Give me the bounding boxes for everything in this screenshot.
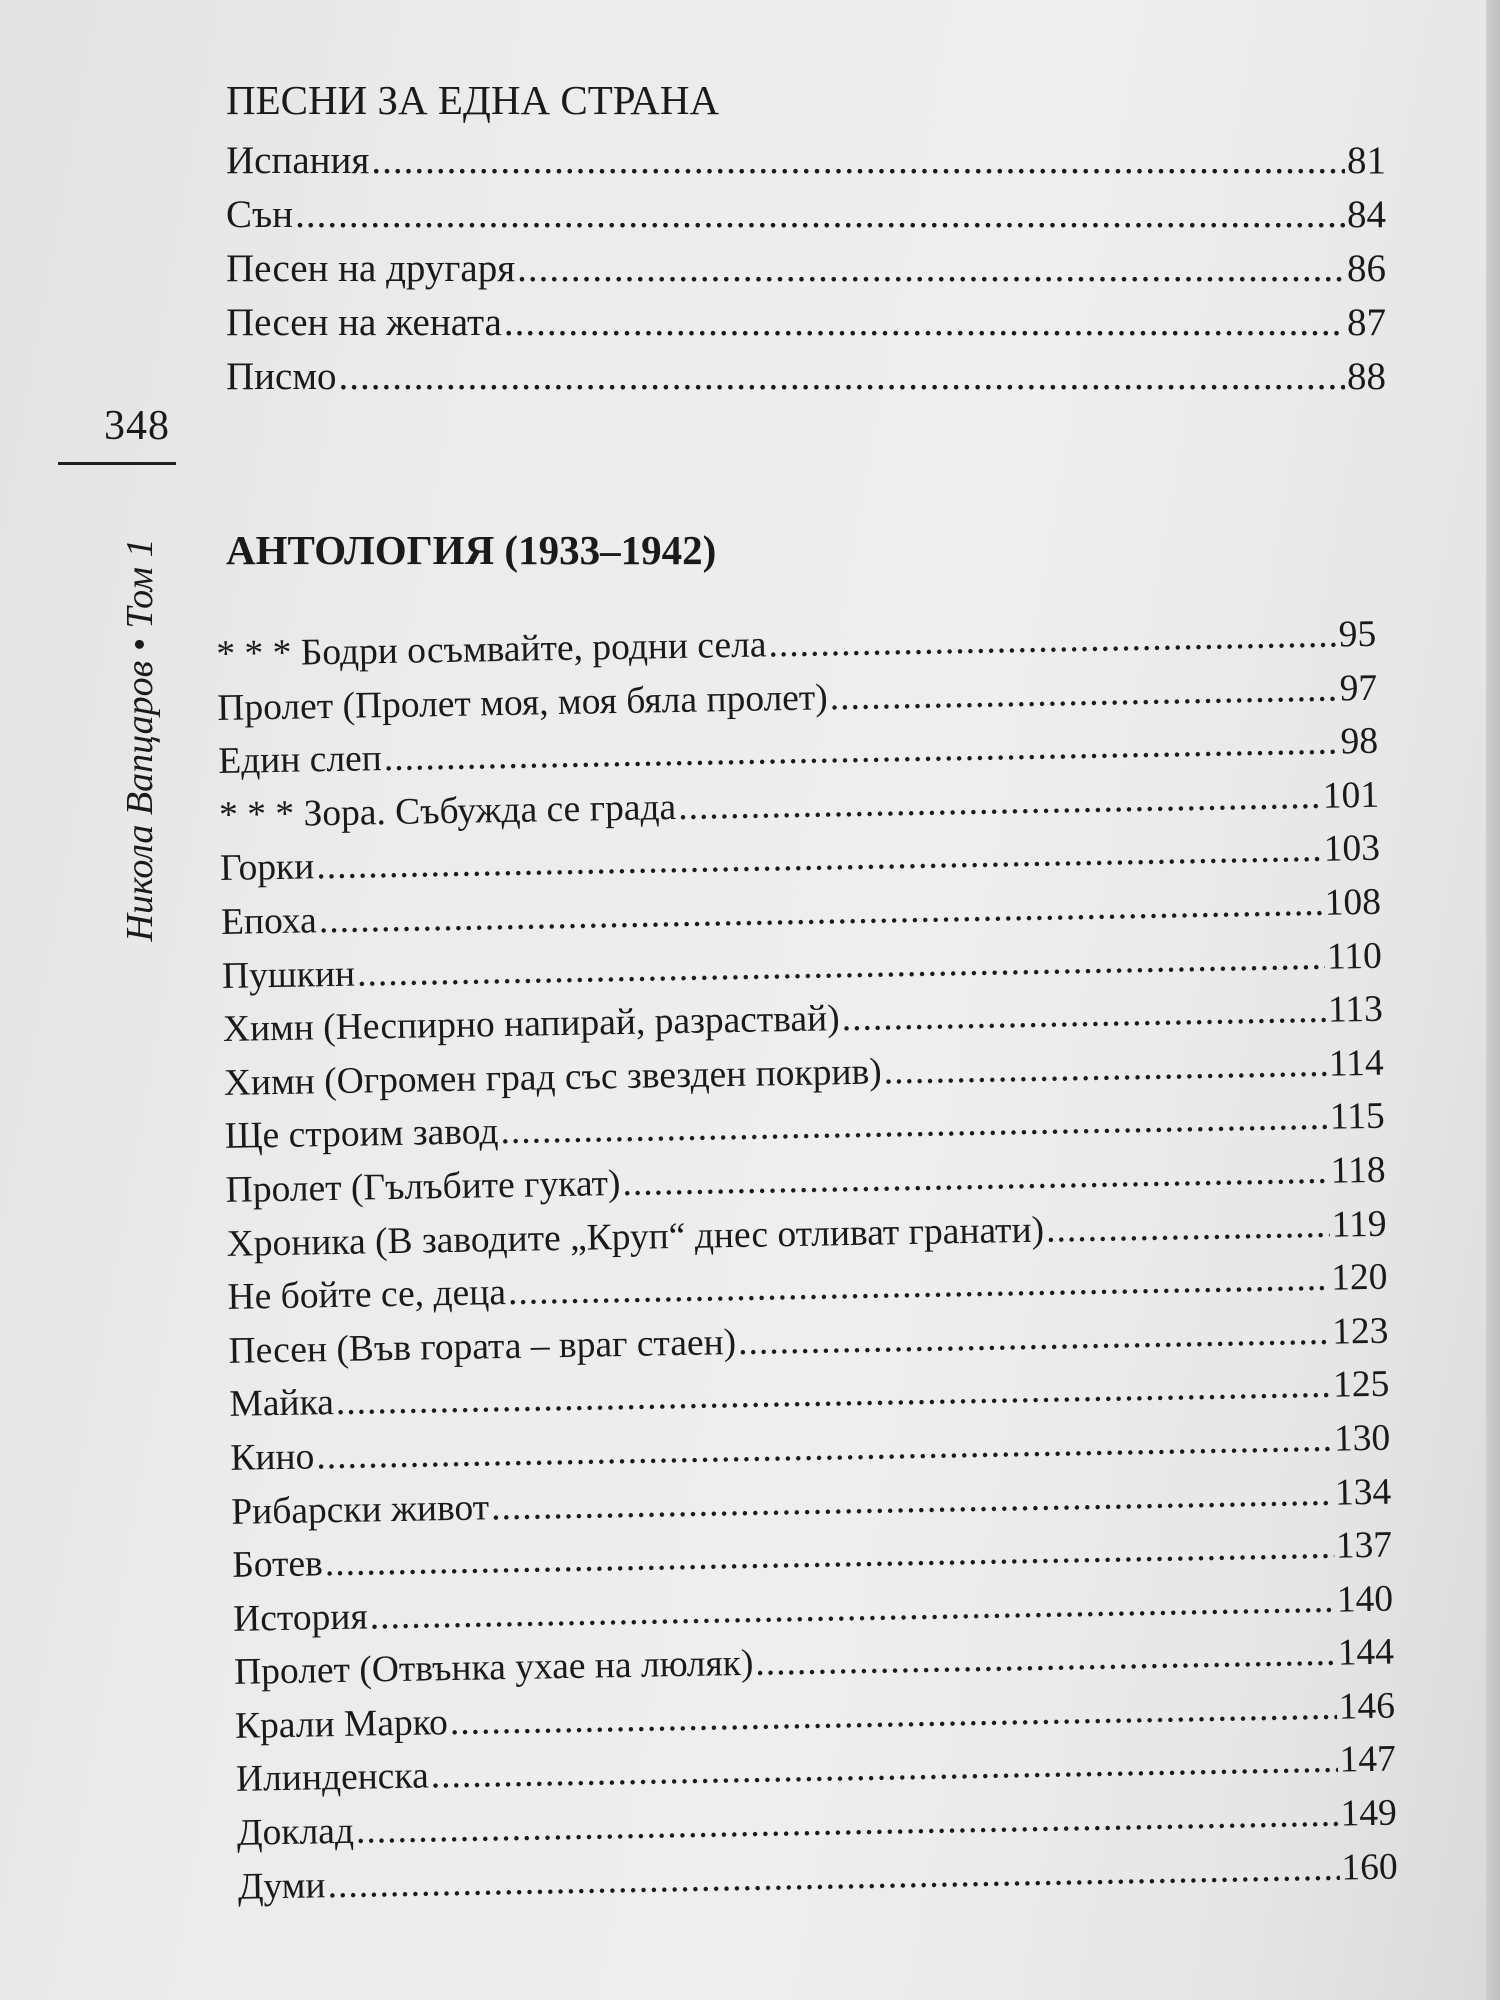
toc-entry-page: 95 [1338,613,1377,656]
dot-leader [755,1632,1336,1685]
dot-leader [768,613,1337,666]
dot-leader [738,1310,1331,1363]
toc-entry-title: Писмо [226,355,337,398]
toc-entry-title: Един слеп [217,738,383,783]
toc-entry-page: 123 [1331,1310,1389,1353]
toc-entry-page: 81 [1347,139,1386,182]
toc-entry-title: Пролет (Пролет моя, моя бяла пролет) [216,676,829,729]
dot-leader [1046,1203,1330,1251]
toc-entry-title: Не бойте се, деца [227,1272,507,1319]
toc-entry-page: 130 [1333,1417,1391,1460]
toc-entry-page: 101 [1322,774,1380,817]
side-rule [58,462,176,465]
toc-entry-title: Песен (Във гората – враг стаен) [228,1321,737,1372]
toc-entry-title: * * * Зора. Събужда се града [218,786,677,836]
toc-entry-title: Крали Марко [234,1701,449,1747]
toc-entry-title: Илинденска [235,1755,430,1801]
dot-leader [517,246,1345,291]
toc-entry-page: 114 [1328,1042,1385,1085]
dot-leader [883,1042,1327,1093]
toc-entry-page: 108 [1324,881,1382,924]
toc-entry-title: Ботев [231,1543,324,1586]
page-number: 348 [104,403,170,449]
toc-entry-page: 119 [1331,1203,1387,1246]
toc-entry-page: 120 [1330,1256,1388,1299]
toc-entry-page: 149 [1340,1792,1398,1835]
dot-leader [339,354,1345,399]
toc-entry-title: Рибарски живот [230,1486,490,1533]
toc-entry [226,192,1386,246]
toc-entry-title: Испания [226,139,370,182]
dot-leader [371,138,1345,183]
toc-entry-page: 88 [1347,355,1386,398]
toc-entry-title: История [232,1596,368,1640]
toc-entry-title: Майка [229,1382,335,1426]
dot-leader [829,667,1338,719]
toc-entry-page: 134 [1334,1471,1392,1514]
toc-entry-page: 87 [1347,301,1386,344]
toc-entry-page: 125 [1332,1363,1390,1406]
toc-entry-page: 113 [1327,988,1384,1031]
toc-entry-title: Химн (Неспирно напирай, разраствай) [222,998,840,1051]
page-edge [1486,0,1500,2000]
toc-entry-title: Песен на другаря [226,247,516,290]
dot-leader [504,300,1345,345]
toc-entry-page: 115 [1329,1096,1385,1138]
toc-section-anthology [216,613,1398,1919]
toc-entry-page: 144 [1337,1631,1395,1674]
section-title-anthology: АНТОЛОГИЯ (1933–1942) [226,527,717,573]
toc-entry-page: 147 [1339,1739,1397,1782]
running-head: Никола Вапцаров • Том 1 [119,538,161,942]
toc-entry-page: 146 [1338,1685,1396,1728]
toc-entry-page: 137 [1335,1524,1393,1567]
toc-entry [226,138,1386,192]
toc-entry-page: 98 [1340,720,1379,763]
toc-entry-title: Пролет (Отвънка ухае на люляк) [233,1643,754,1694]
toc-entry-title: Песен на жената [226,301,502,344]
toc-entry-page: 97 [1339,667,1378,709]
dot-leader [841,989,1326,1040]
toc-entry-page: 110 [1326,935,1383,978]
toc-entry-title: Хроника (В заводите „Круп“ днес отливат гранати) [226,1209,1045,1265]
toc-entry-title: Доклад [236,1810,355,1854]
toc-entry-title: Сън [226,193,294,236]
toc-entry-title: Горки [219,846,315,890]
section-title-songs: ПЕСНИ ЗА ЕДНА СТРАНА [226,77,720,123]
dot-leader [295,192,1345,237]
toc-entry-title: Пушкин [221,953,356,997]
toc-entry-page: 84 [1347,193,1386,236]
toc-entry-title: Думи [237,1864,326,1908]
toc-entry [226,300,1386,354]
toc-entry-page: 160 [1341,1846,1399,1889]
toc-entry-page: 118 [1330,1149,1386,1192]
toc-entry-title: Ще строим завод [224,1111,499,1158]
toc-section-songs [226,138,1386,408]
toc-entry-page: 140 [1336,1578,1394,1621]
toc-entry [226,246,1386,300]
toc-entry-title: Епоха [220,900,318,943]
toc-entry-title: Химн (Огромен град със звезден покрив) [223,1051,883,1104]
toc-entry [226,354,1386,408]
toc-entry-title: Пролет (Гълъбите гукат) [225,1162,621,1211]
toc-entry-page: 103 [1323,828,1381,871]
toc-entry-page: 86 [1347,247,1386,290]
toc-entry-title: * * * Бодри осъмвайте, родни села [216,624,767,675]
toc-entry-title: Кино [230,1436,315,1479]
